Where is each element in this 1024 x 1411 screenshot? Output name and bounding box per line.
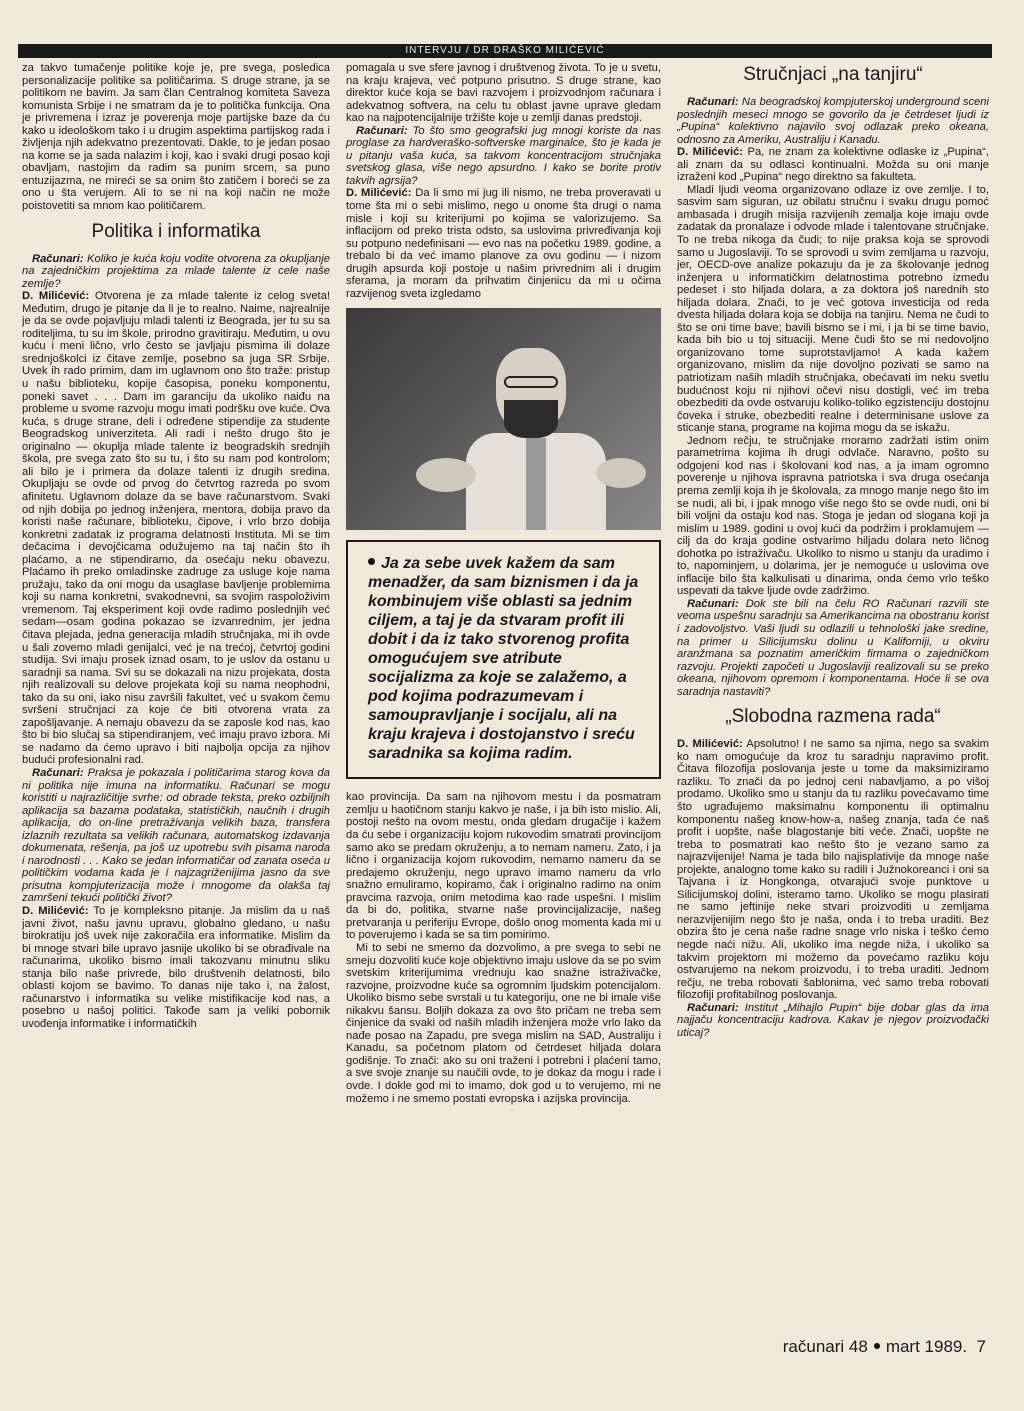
question-text: To što smo geografski jug mnogi koriste da nas proglase za hardveraško-softverske marginalce, što je kada je u pitanju vaša kuća, sa takvom koncentracijom stručnjaka svetskog glasa, više nego apsurdno. I kako se borite protiv takvih agrsija? xyxy=(346,124,661,187)
subheading-razmena: „Slobodna razmena rada“ xyxy=(725,706,941,728)
page-number: 7 xyxy=(976,1337,986,1356)
question-text: Na beogradskoj kompjuterskoj underground sceni poslednjih meseci mnogo se govorilo da je četrdeset ljudi iz „Pupina“ kolektivno najavilo svoj odlazak preko okeana, odnosno za Ameriku, Australiju i Kanadu. xyxy=(677,96,989,146)
speaker-label: D. Milićević: xyxy=(22,290,90,303)
speaker-label: D. Milićević: xyxy=(22,905,89,917)
answer-text: Pa, ne znam za kolektivne odlaske iz „Pupina“, ali znam da su odlasci kontinualni. Možda su oni manje izraženi kod „Pupina“ nego direktno sa fakulteta. xyxy=(677,146,989,184)
paragraph: pomagala u sve sfere javnog i društvenog života. To je u svetu, na kraju krajeva, već potpuno prisutno. S druge strane, kao direktor kuće koja se bavi razvojem i proizvodnjom računara i adekvatnog softvera, na celu tu oblast javne uprave gledam kao na najpotencijalnije tržište koje u zemlji danas predstoji. xyxy=(346,62,661,125)
answer-text: To je kompleksno pitanje. Ja mislim da u naš javni život, našu javnu upravu, globalno gledano, u našu birokratiju još uvek nije zakoračila era informatike. Mislim da bi mnoge stvari bile upravo jasnije ukoliko bi se obrađivale na računarima, ukoliko bismo imali takozvanu minutnu sliku stanja bilo naše privrede, bilo društvenih delatnosti, bilo oblasti kojom se bavimo. To danas nije tako i, na žalost, računarstvo i informatika su velike mistifikacije kod nas, a posebno u našoj politici. Takođe sam ja veliki pobornik uvođenja informatike i informatičkih xyxy=(22,905,330,1030)
speaker-label: Računari: xyxy=(32,766,84,779)
photo-tie xyxy=(526,438,546,530)
answer xyxy=(22,290,330,767)
speaker-label: Računari: xyxy=(687,96,739,108)
subheading-strucnjaci: Stručnjaci „na tanjiru“ xyxy=(743,64,923,85)
section-header: INTERVJU / DR DRAŠKO MILIĆEVIĆ xyxy=(18,44,992,58)
question-text: Praksa je pokazala i političarima starog kova da ni politika nije imuna na informatiku. Računari se mogu koristiti u najrazličitije svrhe: od obrade teksta, preko ozbiljnih aplikacija sa bazama podataka, statističkih, naučnih i drugih aplikacija, do on-line pretraživanja velikih baza, transfera izlaznih rezultata sa velikih računara, automatskog izdavanja dokumenata, rešenja, pa još uz upotrebu svih pisama naroda i narodnosti . . . Kako se jedan informatičar od zanata oseća u političkim vodama kada je i najzagriženijima jasno da sve prisutna kompjuterizacija može i mnogome da olakša taj zamršeni tekući politički život? xyxy=(22,766,330,905)
question xyxy=(677,598,989,698)
photo-glasses xyxy=(504,376,558,388)
question xyxy=(677,96,989,146)
photo-hand-right xyxy=(596,458,646,488)
question-text: Institut „Mihajlo Pupin“ bije dobar glas da ima najjaču koncentraciju kadrova. Kakav je njegov proizvođački uticaj? xyxy=(677,1001,989,1039)
answer xyxy=(677,146,989,184)
paragraph: Mi to sebi ne smemo da dozvolimo, a pre svega to sebi ne smeju dozvoliti kuće koje objektivno imaju uslove da se po svim svetskim kriterijumima vrednuju kao snažne istraživačke, razvojne, proizvodne kuće sa ogromnim ljudskim potencijalom. Ukoliko bismo sebe svrstali u tu kategoriju, one ne bi imale više nikakvu šansu. Boljih dokaza za ovo što pričam ne treba sem činjenice da svaki od naših mladih inženjera može vrlo lako da nađe posao na Zapadu, pre svega mislim na SAD, Australiju i Kanadu, sa početnom platom od četrdeset hiljada dolara godišnje. To znači: ako su oni traženi i potrebni i plaćeni tamo, a sve svoje znanje su naučili ovde, to je dokaz da mogu i rade i ovde. I dokle god mi to imamo, dok god u to verujemo, mi ne možemo i ne smemo postati evropska i azijska provincija. xyxy=(346,941,661,1105)
question-text: Koliko je kuća koju vodite otvorena za okupljanje na zajedničkim projektima za mlade talente iz cele naše zemlje? xyxy=(22,252,330,290)
magazine-issue: računari 48 xyxy=(782,1337,868,1356)
column-right xyxy=(677,62,989,1324)
question xyxy=(677,1002,989,1040)
subheading-politika: Politika i informatika xyxy=(91,220,261,242)
answer xyxy=(22,905,330,1030)
photo-beard xyxy=(504,400,558,438)
paragraph: za takvo tumačenje politike koje je, pre svega, posledica personalizacije politike sa političarima. S druge strane, ja se politikom ne bavim. Ja sam član Centralnog komiteta Saveza komunista Srbije i ne smatram da je to politička funkcija. Ona je privremena i izraz je poverenja moje partijske baze da ću kako u ideološkom tako i u drugim aspektima partijskog rada i življenja njih adekvatno prezentovati. Dakle, to je jedan posao na kome se ja sada nalazim i koji, kao i svaki drugi posao koji obavljam, nastojim da radim sa punim srcem, sa puno entuzijazma, ne mireći se sa onim što zatičem i boreći se za ono u šta verujem. Ali to se ni na koji način ne može poistovetiti sa mnom kao političarem. xyxy=(22,62,330,213)
speaker-label: D. Milićević: xyxy=(346,187,412,200)
question xyxy=(22,767,330,905)
speaker-label: Računari: xyxy=(32,252,84,265)
speaker-label: D. Milićević: xyxy=(677,738,743,751)
issue-date: mart 1989. xyxy=(885,1337,968,1356)
paragraph: kao provincija. Da sam na njihovom mestu i da posmatram zemlju u haotičnom stanju kakvo je naše, i ja bih isto mislio. Ali, postoji nešto na ovom mestu, onda gledam drugačije i kažem da ću sebe i organizaciju kojom rukovodim smatrati provincijom samo ako se predam okruženju, a to nemam nameru. Zato, i ja lično i organizacija kojom rukovodim, nemamo nameru da se predajemo okruženju, nego upravo imamo nameru da vrlo snažno emuliramo, kopiramo, čak i originalno radimo na onim pravcima razvoja, onim metodima kao rade uspešni. I mislim da bi do, politika, stvarne naše provincijalizacije, našeg pretvaranja u periferiju Evrope, došlo onog momenta kada mi u to poverujemo i kada se sa tim pomirimo. xyxy=(346,791,661,942)
bullet-icon xyxy=(874,1343,880,1349)
paragraph: Mladi ljudi veoma organizovano odlaze iz ove zemlje. I to, sasvim sam siguran, uz obilatu stručnu i svaku drugu pomoć ambasada i drugih misija razvijenih zemalja koje imaju ovde zadatak da pronalaze i odvode mlade i talentovane stručnjake. To ne treba nikoga da čudi; to nije praksa koja se sprovodi samo u Jugoslaviji. To se sprovodi u svim zemljama u razvoju, jer, OECD-ove analize pokazuju da je za školovanje jednog inženjera u informatičkim delatnostima potrebno između pedeset i sto hiljada dolara, a za doktora još narednih sto hiljada dolara. Znači, to je već gotova investicija od reda dvesta hiljada dolara koja se dobija na tanjiru. Nema ne čudi to što se oni time bave; bavili bismo se i mi, i ja bi se time bavio, kada bih bio u toj situaciji. Mene čudi što se mi nedovoljno organizovano tome suprotstavljamo! A kada kažem organizovano, mislim da nije dovoljno pozivati se samo na patriotizam naših mladih stručnjaka, obećavati im neku svetlu budućnost koju ni njihovi očevi nisu dostigli, već im treba obezbediti da ovde ostvaruju koliko-toliko egzistenciju dostojnu čoveka i struke, obezbediti realne i determinisane uslove za sticanje stana, programe na kojima mogu da se iskažu. xyxy=(677,183,989,435)
answer-text: Da li smo mi jug ili nismo, ne treba proveravati u tome šta mi o sebi mislimo, nego u onome šta drugi o nama misle i koji su kriterijumi po kojima se valorizujemo. Sa inflacijom od preko trista odsto, sa uslovima privređivanja koji su potpuno nedefinisani — evo nas na početku 1989. godine, a trebalo bi da već imamo planove za ovu godinu — i nizom drugih apsurda koji postoje u našim privrednim ali i drugim sferama, ja moram da prihvatim činjenicu da mi u očima razvijenog sveta izgledamo xyxy=(346,187,661,300)
bullet-icon xyxy=(368,558,375,565)
answer-text: Otvorena je za mlade talente iz celog sveta! Međutim, drugo je pitanje da li je to realno. Naime, najrealnije je da se ovde pojavljuju mladi talenti iz Beograda, jer tu su sa roditeljima, tu su im škole, prirodno gravitiraju. Međutim, u ovu kuću i meni lično, vrlo često se javljaju pismima ili dolaze srednjoškolci iz čitave zemlje, posebno sa juga SR Srbije. Uvek ih rado primim, dam im uglavnom ono što traže: pristup u našu biblioteku, kopije časopisa, poneku komponentu, poneki savet . . . Dam im garanciju da ukoliko naiđu na probleme u svome razvoju mogu imati podršku ove kuće. Ova kuća, s druge strane, deli i određene stipendije za studente Beogradskog univerziteta. Ali radi i nešto drugo što je originalno — okuplja mlade talente iz beogradskih srednjih škola, pre svega zato što su tu, i što su nam pod kontrolom; ali bilo je i primera da dolaze talenti iz drugih sredina. Okupljaju se ovde od prvog do četvrtog razreda po svom afinitetu. Uglavnom dolaze da se bave računarstvom. Svaki od njih dobija po jednog inženjera, mentora, dobija pravo da koristi naše računare, biblioteku, čipove, i vrlo brzo dobija konkretni zadatak iz programa delatnosti Instituta. Mi se tim dečacima i devojčicama odužujemo na taj način što ih plaćamo, a ne stipendiramo, da osećaju neku obavezu. Plaćamo ih preko omladinske zadruge za usluge koje nama pružaju, tako da oni mogu da usaglase bavljenje problemima koji su nama konkretni, svakodnevni, sa svojim raspoloživim vremenom. Taj eksperiment koji ovde radimo poslednjih već sedam—osam godina pokazao se izvanrednim, jer jedna čitava plejada, jedna generacija mladih stručnjaka, mi ih ovde u šali zovemo mladi genijalci, već je na trećoj, četvrtoj godini studija. Svi imaju prosek iznad osam, to je uslov da ostanu u saradnji sa nama. Svi su se dokazali na nizu projekata, dosta njih realizovali su delove projekata koji su nama neophodni, tako da su oni, iako nisu završili fakultet, već u svakom čemu svršeni stručnjaci za koje će biti otvorena vrata za zapošljavanje. A nemaju obavezu da se zaposle kod nas, kao što bi bio slučaj sa stipendiranjem, već imaju pravo izbora. Mi se nadamo da ćemo upravo i biti najbolja opcija za njihov budući profesionalni rad. xyxy=(22,290,330,767)
pull-quote-text: Ja za sebe uvek kažem da sam menadžer, da sam biznismen i da ja kombinujem više oblasti sa jednim ciljem, a taj je da stvaram profit ili dobit i da iz tako stvorenog profita omogućujem sve atribute socijalizma za koje se zalažemo, a pod kojima podrazumevam i samoupravljanje i socijalu, ali na kraju krajeva i dostojanstvo i sreću saradnika sa kojima radim. xyxy=(368,555,639,763)
answer-text: Apsolutno! I ne samo sa njima, nego sa svakim ko nam omogućuje da kroz tu saradnju napravimo profit. Čitava filozofija poslovanja jeste u tome da maksimiziramo razliku. To znači da po jednoj ceni nabavljamo, a po višoj prodamo. Ukoliko smo u stanju da tu razliku povećavamo time što ugrađujemo maksimalnu komponentu ili optimalnu komponentu našeg know-how-a, našeg znanja, tada će naš profit i uopšte, naše blagostanje biti veće. Znači, uopšte ne treba to posmatrati kao nešto što je vezano samo za najrazvijenije! Nama je tada bilo najisplativije da mnoge naše projekte, analogno tome kako su radili i Južnokoreanci i oni sa Tajvana i iz Hongkonga, otvarajući svoje punktove u Silicijumskoj dolini, isteramo tamo. Ukoliko se mogu plasirati ne samo jeftinije neke stvari proizvoditi u zemljama nerazvijenijim nego što je naša, onda i to treba uraditi. Bez obzira što je cena naše radne snage vrlo niska i teško ćemo negde naći nižu. Ali, ukoliko ima negde niža, i ukoliko sa takvim projektom mi možemo da povećamo razliku koju ostvarujemo na nekom proizvodu, i to treba uraditi. Jednom rečju, ne treba robovati šablonima, već samo treba robovati filozofiji profitabilnog poslovanja. xyxy=(677,738,989,1002)
pull-quote xyxy=(346,540,661,779)
speaker-label: Računari: xyxy=(687,597,739,610)
answer xyxy=(346,187,661,300)
speaker-label: Računari: xyxy=(687,1001,739,1014)
question xyxy=(346,125,661,188)
question-text: Dok ste bili na čelu RO Računari razvili ste veoma uspešnu saradnju sa Amerikancima na obostranu korist i zadovoljstvo. Vaši ljudi su odlazili u tehnološki jake sredine, na primer u Silicijumsku dolinu u Kaliforniji, u okviru aranžmana sa poznatim američkim firmama o zajedničkom razvoju. Projekti započeti u Jugoslaviji realizovali su se preko okeana, njihovom opremom i komponentama. Hoće li se ova saradnja nastaviti? xyxy=(677,597,989,698)
column-middle xyxy=(346,62,661,1324)
page-footer xyxy=(783,1337,986,1357)
column-left xyxy=(22,62,330,1324)
speaker-label: D. Milićević: xyxy=(677,146,744,159)
speaker-label: Računari: xyxy=(356,124,408,137)
interview-photo xyxy=(346,308,661,530)
question xyxy=(22,253,330,291)
answer xyxy=(677,738,989,1001)
paragraph: Jednom rečju, te stručnjake moramo zadržati istim onim parametrima kojima ih drugi odvlače. Naravno, pošto su odgojeni kod nas i školovani kod nas, a ja imam ogromno poverenje u njihova ispravna patriotska i sva druga osećanja prema zemlji koja ih je školovala, za mnogo manje nego što im se nudi, ali bi, i jpak mnogo više nego što se ovde nudi, oni bi bili voljni da ostaju kod nas. Stoga je jedan od slogana koji ja mislim u 1989. godini u ovoj kući da podržim i proklamujem — cilj da do kraja godine ostvarimo hiljadu dolara neto ličnog dohotka po istraživaču. Ukoliko to nismo u stanju da uradimo i to, napominjem, u dolarima, jer je nemoguće u uslovima ove inflacije bilo šta kalkulisati u dinarima, onda ćemo vrlo teško uspevati da takve ljude ovde zadržimo. xyxy=(677,434,989,598)
